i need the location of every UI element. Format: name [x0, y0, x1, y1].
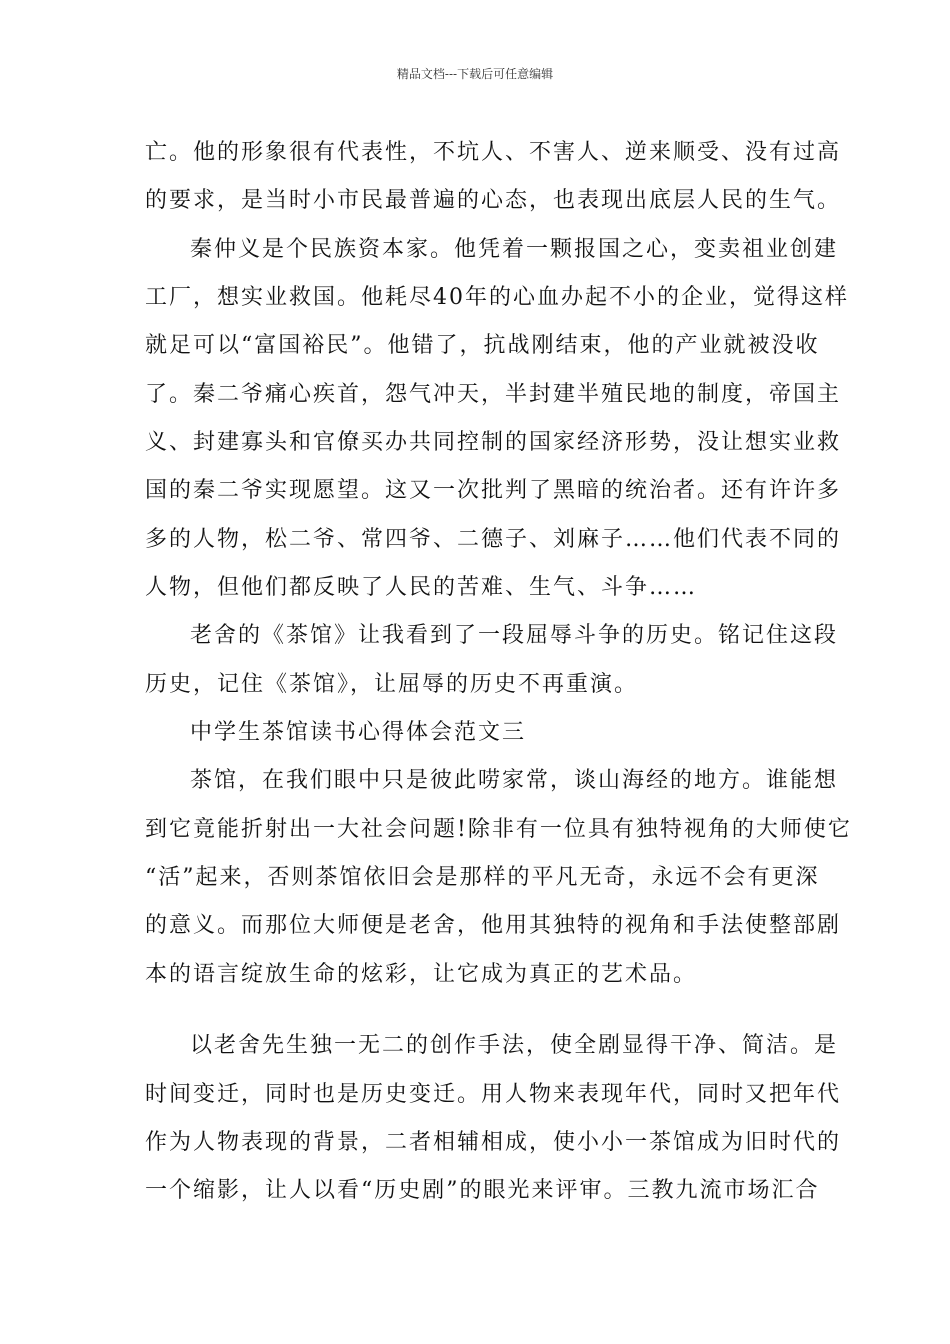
text-line: 的要求，是当时小市民最普遍的心态，也表现出底层人民的生气。	[145, 188, 842, 213]
text-line: 到它竟能折射出一大社会问题!除非有一位具有独特视角的大师使它	[145, 817, 852, 842]
text-line: 国的秦二爷实现愿望。这又一次批判了黑暗的统治者。还有许许多	[145, 478, 842, 503]
text-line: 作为人物表现的背景，二者相辅相成，使小小一茶馆成为旧时代的	[145, 1130, 842, 1155]
text-line: 了。秦二爷痛心疾首，怨气冲天，半封建半殖民地的制度，帝国主	[145, 382, 842, 407]
section-heading: 中学生茶馆读书心得体会范文三	[190, 720, 527, 745]
text-line: 的意义。而那位大师便是老舍，他用其独特的视角和手法使整部剧	[145, 913, 842, 938]
page-header: 精品文档---下载后可任意编辑	[396, 67, 554, 81]
text-line: 历史，记住《茶馆》，让屈辱的历史不再重演。	[145, 672, 639, 697]
text-line: 就足可以“富国裕民”。他错了，抗战刚结束，他的产业就被没收	[145, 333, 820, 358]
text-line: 亡。他的形象很有代表性，不坑人、不害人、逆来顺受、没有过高	[145, 140, 842, 165]
text-line: 工厂，想实业救国。他耗尽40年的心血办起不小的企业，觉得这样	[145, 285, 849, 310]
text-line: 时间变迁，同时也是历史变迁。用人物来表现年代，同时又把年代	[145, 1082, 842, 1107]
text-line: 老舍的《茶馆》让我看到了一段屈辱斗争的历史。铭记住这段	[190, 623, 839, 648]
text-line: 以老舍先生独一无二的创作手法，使全剧显得干净、简洁。是	[190, 1033, 839, 1058]
text-line: 本的语言绽放生命的炫彩，让它成为真正的艺术品。	[145, 962, 698, 987]
text-line: 义、封建寡头和官僚买办共同控制的国家经济形势，没让想实业救	[145, 430, 842, 455]
text-line: 一个缩影，让人以看“历史剧”的眼光来评审。三教九流市场汇合	[145, 1178, 820, 1203]
text-line: 多的人物，松二爷、常四爷、二德子、刘麻子……他们代表不同的	[145, 527, 842, 552]
text-line: 人物，但他们都反映了人民的苦难、生气、斗争……	[145, 575, 698, 600]
text-line: 秦仲义是个民族资本家。他凭着一颗报国之心，变卖祖业创建	[190, 237, 839, 262]
text-line: “活”起来，否则茶馆依旧会是那样的平凡无奇，永远不会有更深	[145, 865, 820, 890]
text-line: 茶馆，在我们眼中只是彼此唠家常，谈山海经的地方。谁能想	[190, 768, 839, 793]
